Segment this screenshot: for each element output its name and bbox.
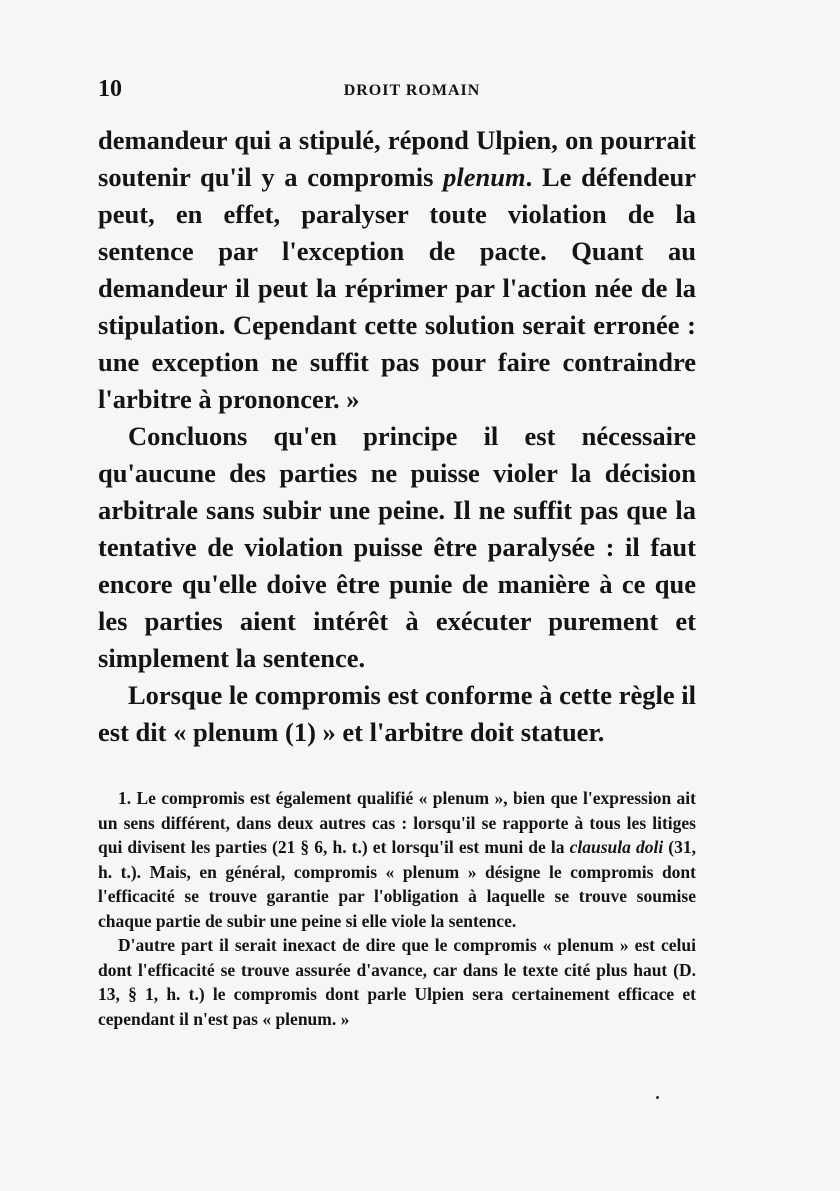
page-number: 10 (98, 76, 122, 102)
italic-term-clausula-doli: clausula doli (569, 837, 664, 857)
footnote-1-continuation: D'autre part il serait inexact de dire que le compromis « plenum » est celui dont l'efficacité se trouve assurée d'avance, car dans le texte cité plus haut (D. 13, § 1, h. t.) le compromis dont parle Ulpien sera certainement efficace et cependant il n'est pas « plenum. » (98, 935, 696, 1029)
running-title: DROIT ROMAIN (343, 82, 481, 99)
main-text (98, 122, 696, 751)
paragraph-2: Concluons qu'en principe il est nécessaire qu'aucune des parties ne puisse violer la décision arbitrale sans subir une peine. Il ne suffit pas que la tentative de violation puisse être paralysée : il faut encore qu'elle doive être punie de manière à ce que les parties aient intérêt à exécuter purement et simplement la sentence. (98, 421, 696, 673)
footnote-1 (98, 786, 696, 933)
page-header (98, 76, 696, 108)
paragraph-continuation (98, 122, 696, 418)
footnote-1-part-b: (31, h. t.). Mais, en général, compromis « plenum » désigne le compromis dont l'efficacité se trouve garantie par l'obligation à laquelle se trouve soumise chaque partie de subir une peine si elle viole la sentence. (98, 837, 696, 931)
paragraph-3: Lorsque le compromis est conforme à cette règle il est dit « plenum (1) » et l'arbitre doit statuer. (98, 680, 696, 747)
print-speck (656, 1096, 659, 1099)
italic-term-plenum: plenum (443, 162, 526, 192)
footnotes (98, 786, 696, 1031)
paragraph-1-part-a: demandeur qui a stipulé, répond Ulpien, on pourrait soutenir qu'il y a compromis (98, 125, 696, 192)
paragraph-1-part-b: . Le défendeur peut, en effet, paralyser toute violation de la sentence par l'exception de pacte. Quant au demandeur il peut la réprimer par l'action née de la stipulation. Cependant cette solution serait erronée : une exception ne suffit pas pour faire contraindre l'arbitre à prononcer. » (98, 162, 696, 414)
footnote-1-part-a: 1. Le compromis est également qualifié « plenum », bien que l'expression ait un sens différent, dans deux autres cas : lorsqu'il se rapporte à tous les litiges qui divisent les parties (21 § 6, h. t.) et lorsqu'il est muni de la (98, 788, 696, 857)
